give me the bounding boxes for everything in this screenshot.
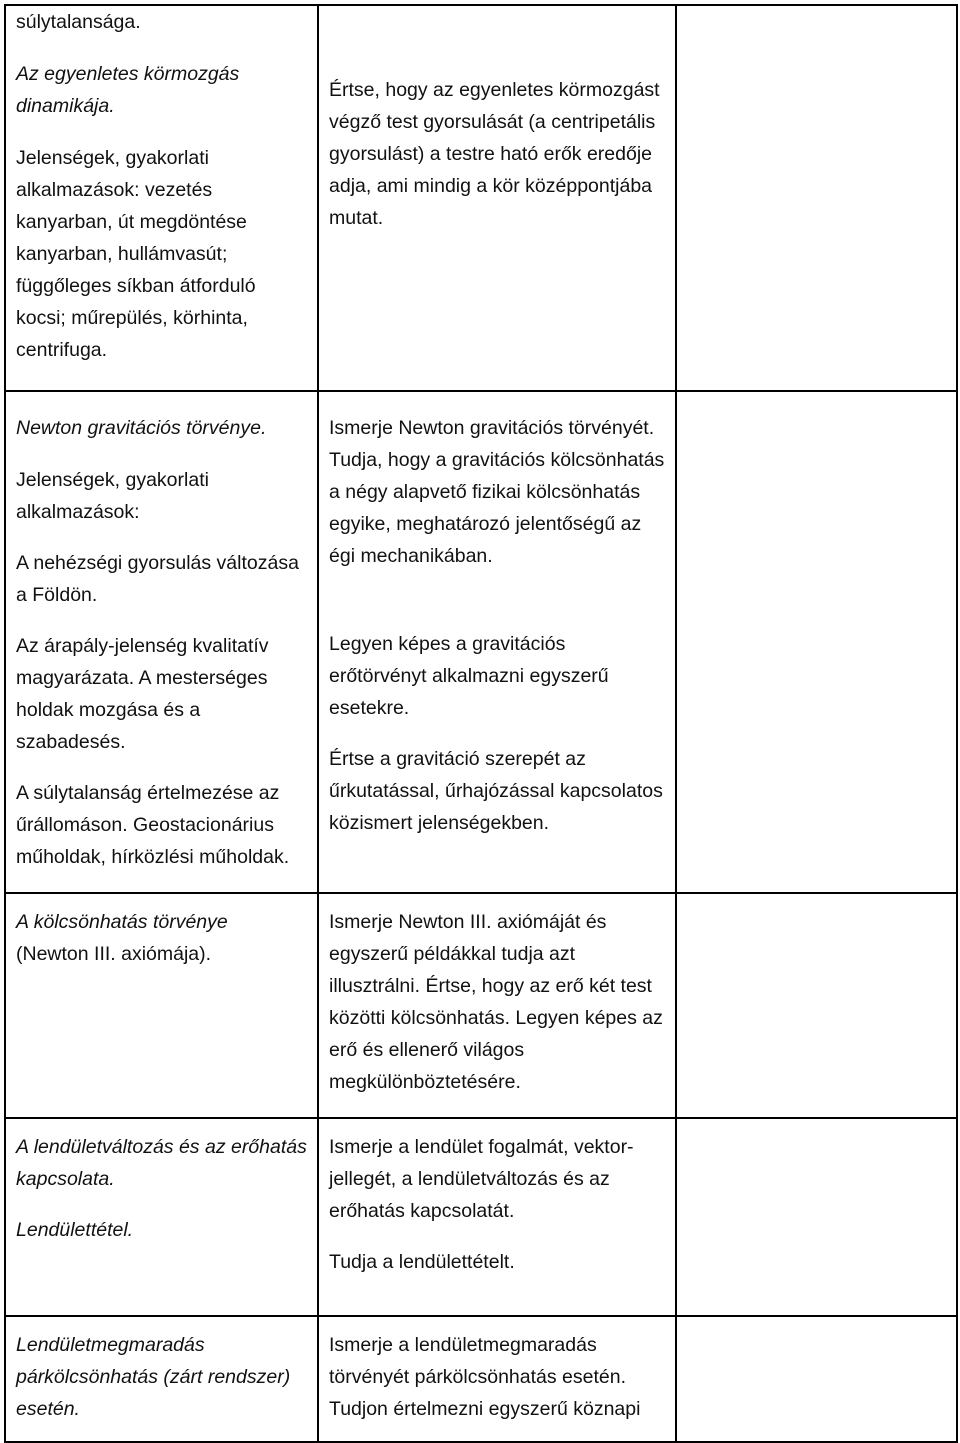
topic-title: A kölcsönhatás törvénye: [16, 911, 228, 933]
topic-title: Lendülettétel.: [16, 1219, 134, 1241]
topic-cell: [5, 1118, 318, 1316]
notes-cell: [676, 391, 957, 893]
table-row: [5, 1118, 957, 1316]
topic-cell: [5, 893, 318, 1118]
requirement-text: Értse, hogy az egyenletes körmozgást végző test gyorsulását (a centripetális gyorsulást) a testre ható erők eredője adja, ami mindig a kör középpontjába mutat.: [329, 79, 660, 229]
topic-text: Jelenségek, gyakorlati alkalmazások: vezetés kanyarban, út megdöntése kanyarban, hullámvasút; függőleges síkban átforduló kocsi; műrepülés, körhinta, centrifuga.: [16, 147, 256, 361]
requirement-cell: [318, 391, 676, 893]
topic-text: A súlytalanság értelmezése az űrállomáson. Geostacionárius műholdak, hírközlési műholdak.: [16, 782, 290, 868]
requirement-text: Ismerje a lendületmegmaradás törvényét párkölcsönhatás esetén. Tudjon értelmezni egyszerű köznapi: [329, 1334, 641, 1420]
topic-cell: [5, 1316, 318, 1442]
topic-title: Az egyenletes körmozgás dinamikája.: [16, 63, 240, 117]
table-row: [5, 5, 957, 391]
topic-text: Jelenségek, gyakorlati alkalmazások:: [16, 469, 209, 523]
requirement-text: Ismerje Newton III. axiómáját és egyszerű példákkal tudja azt illusztrálni. Értse, hogy az erő két test közötti kölcsönhatás. Legyen képes az erő és ellenerő világos megkülönböztetésére.: [329, 911, 663, 1093]
requirement-cell: [318, 1316, 676, 1442]
notes-cell: [676, 1316, 957, 1442]
requirement-cell: [318, 1118, 676, 1316]
topic-text: (Newton III. axiómája).: [16, 943, 212, 965]
requirement-text: Legyen képes a gravitációs erőtörvényt alkalmazni egyszerű esetekre.: [329, 633, 609, 719]
topic-title: Newton gravitációs törvénye.: [16, 417, 267, 439]
table-row: [5, 1316, 957, 1442]
topic-title: A lendületváltozás és az erőhatás kapcsolata.: [16, 1136, 307, 1190]
topic-text: Az árapály-jelenség kvalitatív magyarázata. A mesterséges holdak mozgása és a szabadesés.: [16, 635, 269, 753]
topic-title: Lendületmegmaradás párkölcsönhatás (zárt rendszer) esetén.: [16, 1334, 291, 1420]
notes-cell: [676, 5, 957, 391]
requirement-text: Ismerje Newton gravitációs törvényét. Tudja, hogy a gravitációs kölcsönhatás a négy alapvető fizikai kölcsönhatás egyike, meghatározó jelentőségű az égi mechanikában.: [329, 417, 665, 567]
requirement-cell: [318, 893, 676, 1118]
requirement-text: Tudja a lendülettételt.: [329, 1251, 515, 1273]
table-row: [5, 391, 957, 893]
curriculum-table: [4, 4, 958, 1443]
topic-text: súlytalansága.: [16, 11, 141, 33]
notes-cell: [676, 1118, 957, 1316]
topic-text: A nehézségi gyorsulás változása a Földön.: [16, 552, 299, 606]
requirement-cell: [318, 5, 676, 391]
requirement-text: Ismerje a lendület fogalmát, vektor-jellegét, a lendületváltozás és az erőhatás kapcsolatát.: [329, 1136, 634, 1222]
notes-cell: [676, 893, 957, 1118]
table-row: [5, 893, 957, 1118]
topic-cell: [5, 391, 318, 893]
requirement-text: Értse a gravitáció szerepét az űrkutatással, űrhajózással kapcsolatos közismert jelenségekben.: [329, 748, 663, 834]
topic-cell: [5, 5, 318, 391]
